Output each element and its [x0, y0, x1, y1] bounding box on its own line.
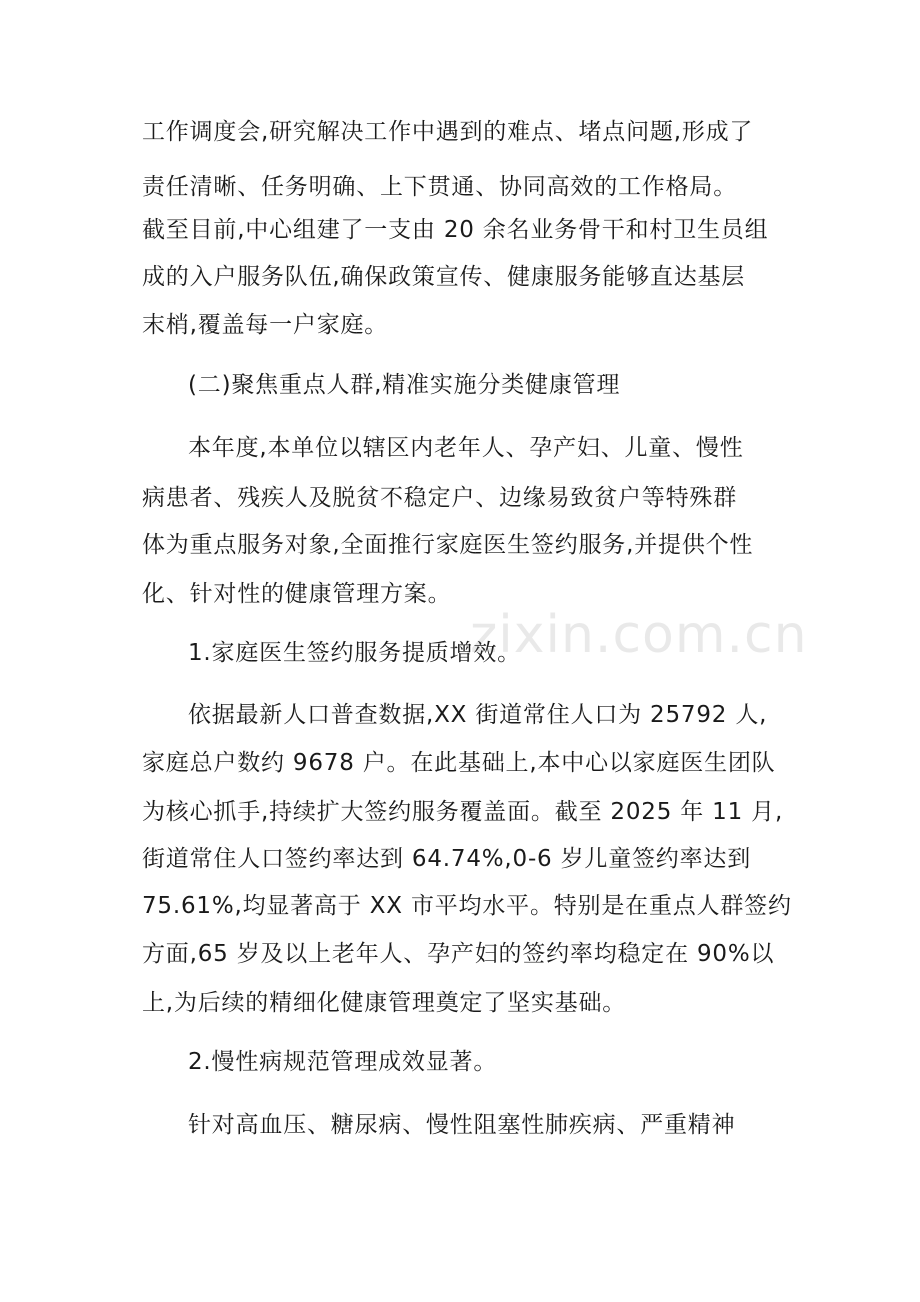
text-line: 截至目前,中心组建了一支由 20 余名业务骨干和村卫生员组 [142, 217, 769, 243]
text-line: 75.61%,均显著高于 XX 市平均水平。特别是在重点人群签约 [142, 893, 792, 919]
text-line: 病患者、残疾人及脱贫不稳定户、边缘易致贫户等特殊群 [142, 485, 737, 511]
subsection-heading: 1.家庭医生签约服务提质增效。 [188, 640, 521, 666]
subsection-heading: 2.慢性病规范管理成效显著。 [188, 1049, 498, 1075]
text-line: 家庭总户数约 9678 户。在此基础上,本中心以家庭医生团队 [142, 750, 776, 776]
text-line: 街道常住人口签约率达到 64.74%,0-6 岁儿童签约率达到 [142, 846, 751, 872]
text-line: 本年度,本单位以辖区内老年人、孕产妇、儿童、慢性 [188, 435, 744, 461]
section-heading: (二)聚焦重点人群,精准实施分类健康管理 [188, 372, 621, 398]
text-line: 依据最新人口普查数据,XX 街道常住人口为 25792 人, [188, 702, 768, 728]
text-line: 上,为后续的精细化健康管理奠定了坚实基础。 [142, 990, 627, 1016]
text-line: 体为重点服务对象,全面推行家庭医生签约服务,并提供个性 [142, 532, 754, 558]
text-line: 方面,65 岁及以上老年人、孕产妇的签约率均稳定在 90%以 [142, 941, 775, 967]
text-line: 成的入户服务队伍,确保政策宣传、健康服务能够直达基层 [142, 264, 746, 290]
text-line: 为核心抓手,持续扩大签约服务覆盖面。截至 2025 年 11 月, [142, 799, 784, 825]
text-line: 针对高血压、糖尿病、慢性阻塞性肺疾病、严重精神 [188, 1112, 736, 1138]
text-line: 末梢,覆盖每一户家庭。 [142, 312, 389, 338]
text-line: 化、针对性的健康管理方案。 [142, 581, 452, 607]
text-line: 责任清晰、任务明确、上下贯通、协同高效的工作格局。 [142, 174, 737, 200]
text-line: 工作调度会,研究解决工作中遇到的难点、堵点问题,形成了 [142, 119, 754, 145]
watermark: zixin.com.cn [470, 605, 808, 665]
